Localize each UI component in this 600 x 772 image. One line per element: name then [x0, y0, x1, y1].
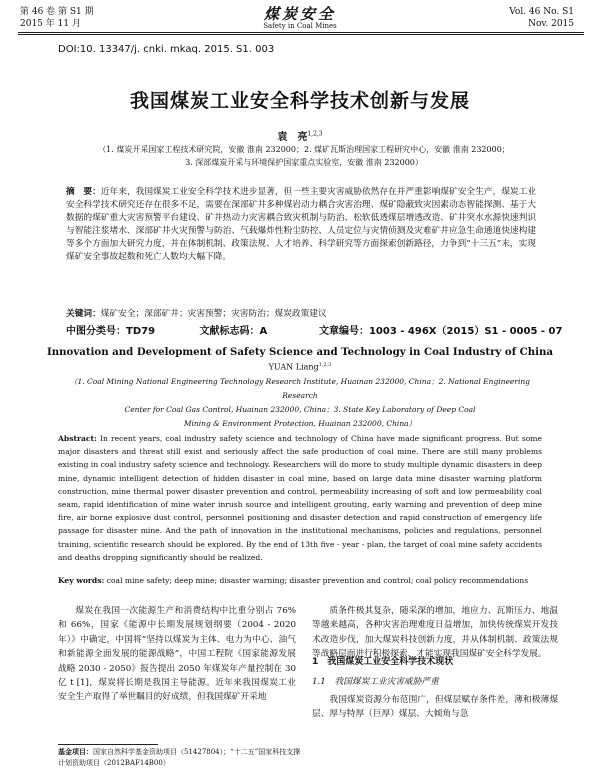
affiliation-line: Center for Coal Gas Control, Huainan 232000, China；3. State Key Laboratory of Deep Coal [124, 405, 476, 414]
keywords-label-en: Key words: [58, 576, 105, 585]
keywords-text-cn: 煤矿安全；深部矿井；灾害预警；灾害防治；煤炭政策建议 [100, 309, 327, 319]
abstract-text-cn: 近年来，我国煤炭工业安全科学技术进步显著，但一些主要灾害威胁依然存在并严重影响煤矿安全生产，煤炭工业安全科学技术研究还存在很多不足，需要在深部矿井多种煤岩动力耦合灾害治理、煤矿隐蔽致灾因素动态智能探测、基于大数据的煤矿重大灾害预警平台建设、矿井热动力灾害耦合致灾机制与防治、松软低透煤层增透改造、矿井突水水源快速判识与智能注浆堵水、深部矿井火灾预警与防治、气载爆炸性粉尘防控、人员定位与灾情侦测及灾难矿井应急生命通道快速构建等多个方面加大研究力度，并在体制机制、政策法规、人才培养、科学研究等方面探索创新路径，力争到“十三五”末，实现煤矿安全事故起数和死亡人数均大幅下降。 [66, 187, 537, 262]
abstract-label-cn: 摘 要： [66, 187, 101, 197]
affiliation-line: （1. 煤炭开采国家工程技术研究院，安徽 淮南 232000；2. 煤矿瓦斯治理国家工程研究中心，安徽 淮南 232000； [98, 145, 510, 154]
title-en: Innovation and Development of Safety Science and Technology in Coal Industry of China [46, 346, 554, 358]
header-volume-en [509, 6, 574, 30]
author-name-en: YUAN Liang [268, 362, 319, 372]
article-number: 文章编号：1003 - 496X（2015）S1 - 0005 - 07 [318, 326, 563, 337]
keywords-label-cn: 关键词： [66, 309, 101, 319]
author-affil-sup-cn: 1,2,3 [307, 130, 323, 138]
body-right-paragraph-2: 我国煤炭资源分布范围广，但煤层赋存条件差，薄和极薄煤层、厚与特厚（巨厚）煤层、大倾角与急 [312, 695, 558, 720]
date-cn: 2015 年 11 月 [20, 19, 81, 29]
footnote-label: 基金项目： [58, 747, 93, 756]
author-cn [0, 128, 600, 143]
header-rule-thin [18, 34, 584, 35]
author-affil-sup-en: 1,2,3 [318, 362, 332, 368]
affiliation-line: 3. 深部煤炭开采与环境保护国家重点实验室，安徽 淮南 232000） [185, 158, 423, 167]
date-en: Nov. 2015 [528, 19, 574, 29]
section-heading: 1 我国煤炭工业安全科学技术现状 [312, 657, 454, 667]
affiliation-line: （1. Coal Mining National Engineering Technology Research Institute, Huainan 232000, China；2. National Engineering Research [69, 377, 530, 400]
doi[interactable]: DOI:10. 13347/j. cnki. mkaq. 2015. S1. 003 [58, 44, 275, 55]
volume-en: Vol. 46 No. S1 [509, 7, 574, 17]
journal-title-cn: 煤炭安全 [263, 5, 336, 23]
abstract-label-en: Abstract: [58, 434, 97, 443]
affiliations-en [60, 375, 540, 431]
volume-cn: 第 46 卷 第 S1 期 [20, 7, 94, 17]
author-en [0, 362, 600, 372]
title-cn: 我国煤炭工业安全科学技术创新与发展 [129, 90, 470, 112]
footnote-rule [58, 744, 158, 745]
affiliation-line: Mining & Environment Protection, Huainan 232000, China） [183, 419, 417, 428]
abstract-cn [66, 186, 536, 264]
document-code: 文献标志码：A [199, 326, 268, 337]
funding-footnote [58, 747, 304, 768]
author-name-cn: 袁 亮 [277, 132, 308, 143]
classification-row [66, 322, 562, 337]
journal-title-en: Safety in Coal Mines [263, 22, 337, 30]
keywords-en [58, 574, 542, 587]
affiliations-cn [64, 143, 544, 169]
header-rule [18, 32, 584, 33]
abstract-text-en: In recent years, coal industry safety science and technology of China have made significant progress. But some major disasters and threat still exist and seriously affect the safe production of coal mine. There are still many problems existing in coal industry safety science and technology. Researchers will do more to study multiple dynamic disasters in deep mine, dynamic intelligent detection of hidden disaster in coal mine, based on large data mine disaster warning platform construction, mine thermal power disaster prevention and control, permeability increasing of soft and low permeability coal seam, rapid identification of mine water inrush source and intelligent grouting, early warning and prevention of deep mine fire, air borne explosive dust control, personnel positioning and disaster detection and rapid construction of emergency life passage for disaster mine. And the path of innovation in the institutional mechanisms, policies and regulations, personnel training, scientific research should be explored. By the end of 13th five - year - plan, the target of coal mine safety accidents and deaths dropping significantly should be realized. [58, 434, 542, 562]
body-left-column: 煤炭在我国一次能源生产和消费结构中比重分别占 76% 和 66%，国家《能源中长期发展规划纲要（2004 - 2020 年）》中确定，中国将“坚持以煤炭为主体、电力为中心、油气和新能源全面发展的能源战略”，中国工程院《国家能源发展战略 2030 - 2050》报告提出 2050 年煤炭年产量控制在 30 亿 t [1]，煤炭将长期是我国主导能源。近年来我国煤炭工业安全生产取得了举世瞩目的好成绩，但我国煤矿开采地 [58, 606, 296, 703]
keywords-cn [66, 308, 536, 321]
footnote-text: 国家自然科学基金资助项目（51427804）；“十二五”国家科技支撑计划资助项目（2012BAF14B00） [58, 748, 301, 767]
subsection-heading: 1.1 我国煤炭工业灾害威胁严重 [312, 677, 439, 687]
clc-number: 中图分类号：TD79 [66, 326, 156, 337]
abstract-en [58, 432, 542, 564]
keywords-text-en: coal mine safety; deep mine; disaster warning; disaster prevention and control; coal policy recommendations [106, 576, 529, 585]
body-right-column: 质条件极其复杂，随采深的增加，地应力、瓦斯压力、地温等越来越高，各种灾害治理难度日益增加，加快传统煤炭开发技术改造步伐，加大煤炭科技创新力度，并从体制机制、政策法规等战略层面进行积极探索，才能实现我国煤矿安全科学发展。 [312, 606, 558, 660]
